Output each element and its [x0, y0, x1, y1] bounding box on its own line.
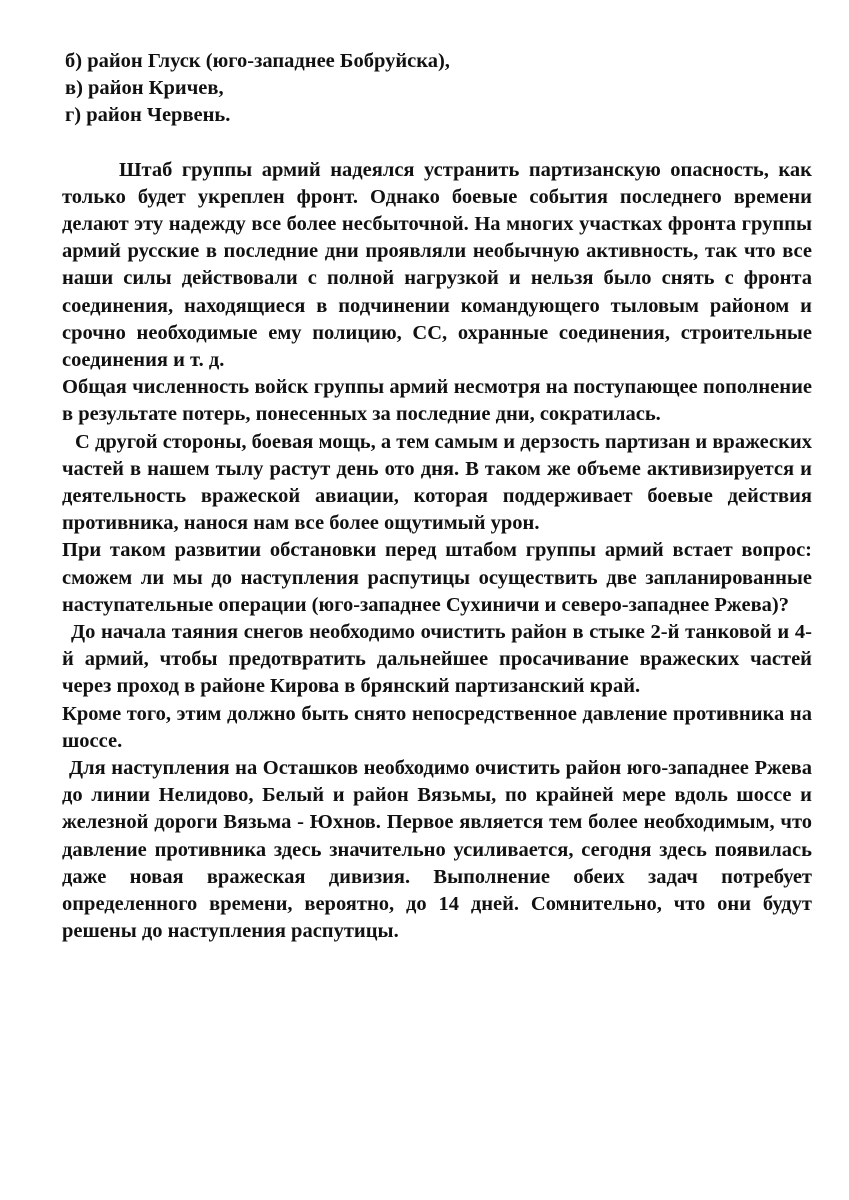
paragraph-snow-melt: До начала таяния снегов необходимо очистить район в стыке 2-й танковой и 4-й армий, чтобы предотвратить дальнейшее просачивание вражеских частей через проход в районе Кирова в брянский партизанский край.	[62, 621, 812, 698]
paragraph-enemy-growth: С другой стороны, боевая мощь, а тем самым и дерзость партизан и вражеских частей в нашем тылу растут день ото дня. В таком же объеме активизируется и деятельность вражеской авиации, которая поддерживает боевые действия противника, нанося нам все более ощутимый урон.	[62, 430, 812, 535]
district-list	[65, 48, 812, 130]
paragraph-operations-question: При таком развитии обстановки перед штабом группы армий встает вопрос: сможем ли мы до наступления распутицы осуществить две запланированные наступательные операции (юго-западнее Сухиничи и северо-западнее Ржева)?	[62, 539, 812, 616]
paragraph-ostashkov-offensive: Для наступления на Осташков необходимо очистить район юго-западнее Ржева до линии Нелидово, Белый и район Вязьмы, по крайней мере вдоль шоссе и железной дороги Вязьма - Юхнов. Первое является тем более необходимым, что давление противника здесь значительно усиливается, сегодня здесь появилась даже новая вражеская дивизия. Выполнение обеих задач потребует определенного времени, вероятно, до 14 дней. Сомнительно, что они будут решены до наступления распутицы.	[62, 757, 812, 943]
blank-line	[62, 130, 812, 157]
list-item-v: в) район Кричев,	[65, 77, 224, 100]
paragraph-highway-pressure: Кроме того, этим должно быть снято непосредственное давление противника на шоссе.	[62, 702, 812, 752]
document-page	[62, 48, 812, 946]
list-item-b: б) район Глуск (юго-западнее Бобруйска),	[65, 50, 450, 72]
paragraph-partisan-danger: Штаб группы армий надеялся устранить партизанскую опасность, как только будет укреплен фронт. Однако боевые события последнего времени делают эту надежду все более несбыточной. На многих участках фронта группы армий русские в последние дни проявляли необычную активность, так что все наши силы действовали с полной нагрузкой и нельзя было снять с фронта соединения, находящиеся в подчинении командующего тыловым районом и срочно необходимые ему полицию, СС, охранные соединения, строительные соединения и т. д.	[62, 158, 812, 372]
list-item-g: г) район Червень.	[65, 104, 231, 127]
paragraph-troop-strength: Общая численность войск группы армий несмотря на поступающее пополнение в результате потерь, понесенных за последние дни, сократилась.	[62, 376, 812, 426]
